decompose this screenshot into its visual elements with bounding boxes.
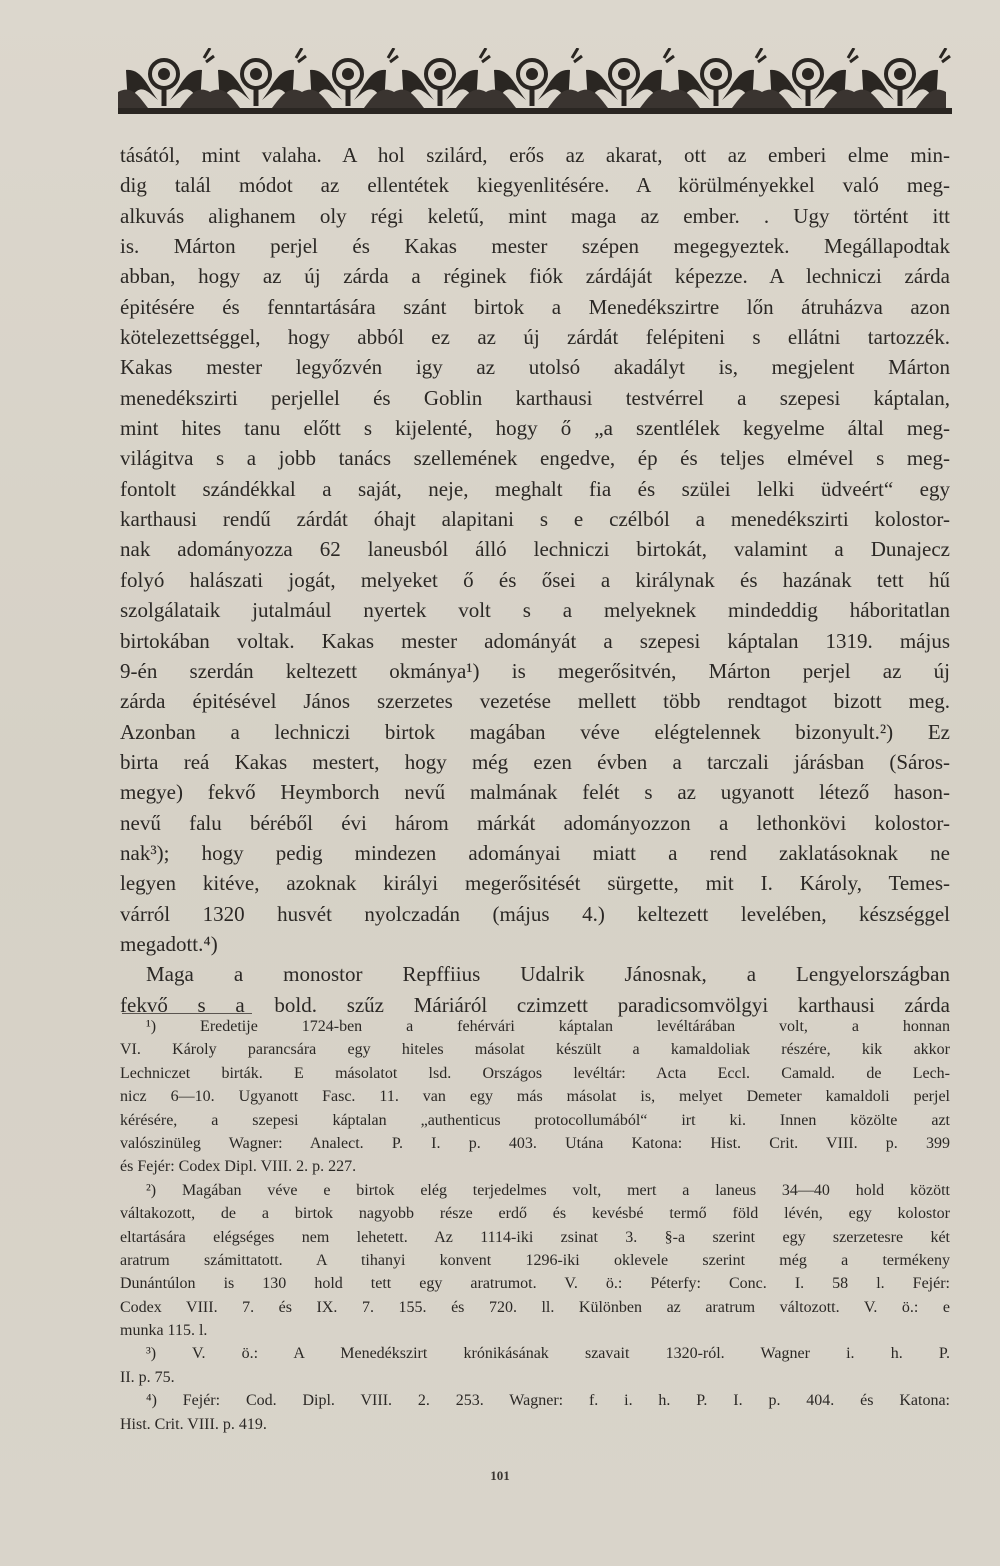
footnote-line: ¹) Eredetije 1724-ben a fehérvári káptalan levéltárában volt, a honnan xyxy=(146,1018,950,1035)
footnote-line: ³) V. ö.: A Menedékszirt krónikásának szavait 1320-ról. Wagner i. h. P. xyxy=(146,1345,950,1363)
body-line: 9-én szerdán keltezett okmánya¹) is megerősitvén, Márton perjel az új xyxy=(120,658,950,683)
body-line: folyó halászati jogát, melyeket ő és ősei a királynak és hazának tett hű xyxy=(120,567,950,592)
decorative-header-border-icon xyxy=(118,48,952,118)
footnote-line: Dunántúlon is 130 hold tett egy aratrumot. V. ö.: Péterfy: Conc. I. 58 l. Fejér: xyxy=(120,1275,950,1293)
body-line: abban, hogy az új zárda a réginek fiók zárdáját képezze. A lechniczi zárda xyxy=(120,264,950,289)
body-line: dig talál módot az ellentétek kiegyenlitésére. A körülményekkel való meg- xyxy=(120,173,950,198)
body-line: megye) fekvő Heymborch nevű malmának felét s az ugyanott létező hason- xyxy=(120,780,950,805)
footnote-line: II. p. 75. xyxy=(120,1368,175,1386)
body-line: menedékszirti perjellel és Goblin karthausi testvérrel a szepesi káptalan, xyxy=(120,385,950,410)
body-line: nak adományozza 62 laneusból álló lechniczi birtokát, valamint a Dunajecz xyxy=(120,537,950,562)
body-line: fekvő s a bold. szűz Máriáról czimzett paradicsomvölgyi karthausi zárda xyxy=(120,992,950,1017)
body-line: alkuvás alighanem oly régi keletű, mint maga az ember. . Ugy történt itt xyxy=(120,203,950,228)
body-line: Maga a monostor Repffiius Udalrik Jánosnak, a Lengyelországban xyxy=(146,962,950,987)
footnote-line: és Fejér: Codex Dipl. VIII. 2. p. 227. xyxy=(120,1158,357,1176)
page-number: 101 xyxy=(490,1468,510,1483)
footnote-line: aratrum számittatott. A tihanyi konvent 1296-iki oklevele szerint még a termékeny xyxy=(120,1251,950,1269)
body-line: világitva s a jobb tanács szellemének engedve, ép és teljes elmével s meg- xyxy=(120,446,950,471)
body-line: legyen kitéve, azoknak királyi megerősitését sürgette, mit I. Károly, Temes- xyxy=(120,871,950,896)
body-line: fontolt szándékkal a saját, neje, meghalt fia és szülei lelki üdveért“ egy xyxy=(120,476,950,501)
body-line: várról 1320 husvét nyolczadán (május 4.) keltezett levelében, készséggel xyxy=(120,901,950,926)
footnote-line: Lechniczet birták. E másolatot lsd. Országos levéltár: Acta Eccl. Camald. de Lech- xyxy=(120,1064,950,1082)
footnote-line: kérésére, a szepesi káptalan „authenticus protocollumából“ irt ki. Innen közölte azt xyxy=(120,1111,950,1129)
footnote-line: ²) Magában véve e birtok elég terjedelmes volt, mert a laneus 34—40 hold között xyxy=(146,1181,950,1199)
footnote-line: Hist. Crit. VIII. p. 419. xyxy=(120,1415,267,1433)
footnote-divider xyxy=(122,1013,252,1014)
body-line: tásától, mint valaha. A hol szilárd, erős az akarat, ott az emberi elme min- xyxy=(120,143,950,167)
body-line: Azonban a lechniczi birtok magában véve elégtelennek bizonyult.²) Ez xyxy=(120,719,950,744)
body-line: kötelezettséggel, hogy abból ez az új zárdát felépiteni s ellátni tartozzék. xyxy=(120,325,950,350)
body-line: zárda épitésével János szerzetes vezetése mellett több rendtagot bizott meg. xyxy=(120,689,950,714)
footnote-line: valószinüleg Wagner: Analect. P. I. p. 403. Utána Katona: Hist. Crit. VIII. p. 399 xyxy=(120,1134,950,1152)
footnote-line: Codex VIII. 7. és IX. 7. 155. és 720. ll. Különben az aratrum változott. V. ö.: e xyxy=(120,1298,950,1316)
body-line: nak³); hogy pedig mindezen adományai miatt a rend zaklatásoknak ne xyxy=(120,840,950,865)
body-line: birta reá Kakas mestert, hogy még ezen évben a tarczali járásban (Sáros- xyxy=(120,749,950,774)
body-line: nevű falu béréből évi három márkát adományozzon a lethonkövi kolostor- xyxy=(120,810,950,835)
footnote-line: VI. Károly parancsára egy hiteles másolat készült a kamaldoliak részére, kik akkor xyxy=(120,1041,950,1059)
body-line: mint hites tanu előtt s kijelenté, hogy ő „a szentlélek kegyelme által meg- xyxy=(120,416,950,441)
footnote-line: ⁴) Fejér: Cod. Dipl. VIII. 2. 253. Wagner: f. i. h. P. I. p. 404. és Katona: xyxy=(146,1392,950,1410)
body-line: szolgálataik jutalmául nyertek volt s a melyeknek mindeddig háboritatlan xyxy=(120,598,950,623)
footnote-line: munka 115. l. xyxy=(120,1322,208,1340)
body-line: is. Márton perjel és Kakas mester szépen megegyeztek. Megállapodtak xyxy=(120,234,950,259)
main-body-text xyxy=(120,140,950,1020)
body-line: karthausi rendű zárdát óhajt alapitani s e czélból a menedékszirti kolostor- xyxy=(120,507,950,532)
body-line: birtokában voltak. Kakas mester adományát a szepesi káptalan 1319. május xyxy=(120,628,950,653)
footnote-line: nicz 6—10. Ugyanott Fasc. 11. van egy más másolat is, melyet Demeter kamaldoli perjel xyxy=(120,1088,950,1106)
footnote-line: eltartására elégséges nem lehetett. Az 1114-iki zsinat 3. §-a szerint egy szerzetesre két xyxy=(120,1228,950,1246)
footnotes xyxy=(120,1015,950,1436)
body-line: épitésére és fenntartására szánt birtok a Menedékszirtre lőn átruházva azon xyxy=(120,294,950,319)
body-line: Kakas mester legyőzvén igy az utolsó akadályt is, megjelent Márton xyxy=(120,355,950,380)
body-line: megadott.⁴) xyxy=(120,931,218,956)
footnote-line: váltakozott, de a birtok nagyobb része erdő és kevésbé termő föld lévén, egy kolostor xyxy=(120,1205,950,1223)
